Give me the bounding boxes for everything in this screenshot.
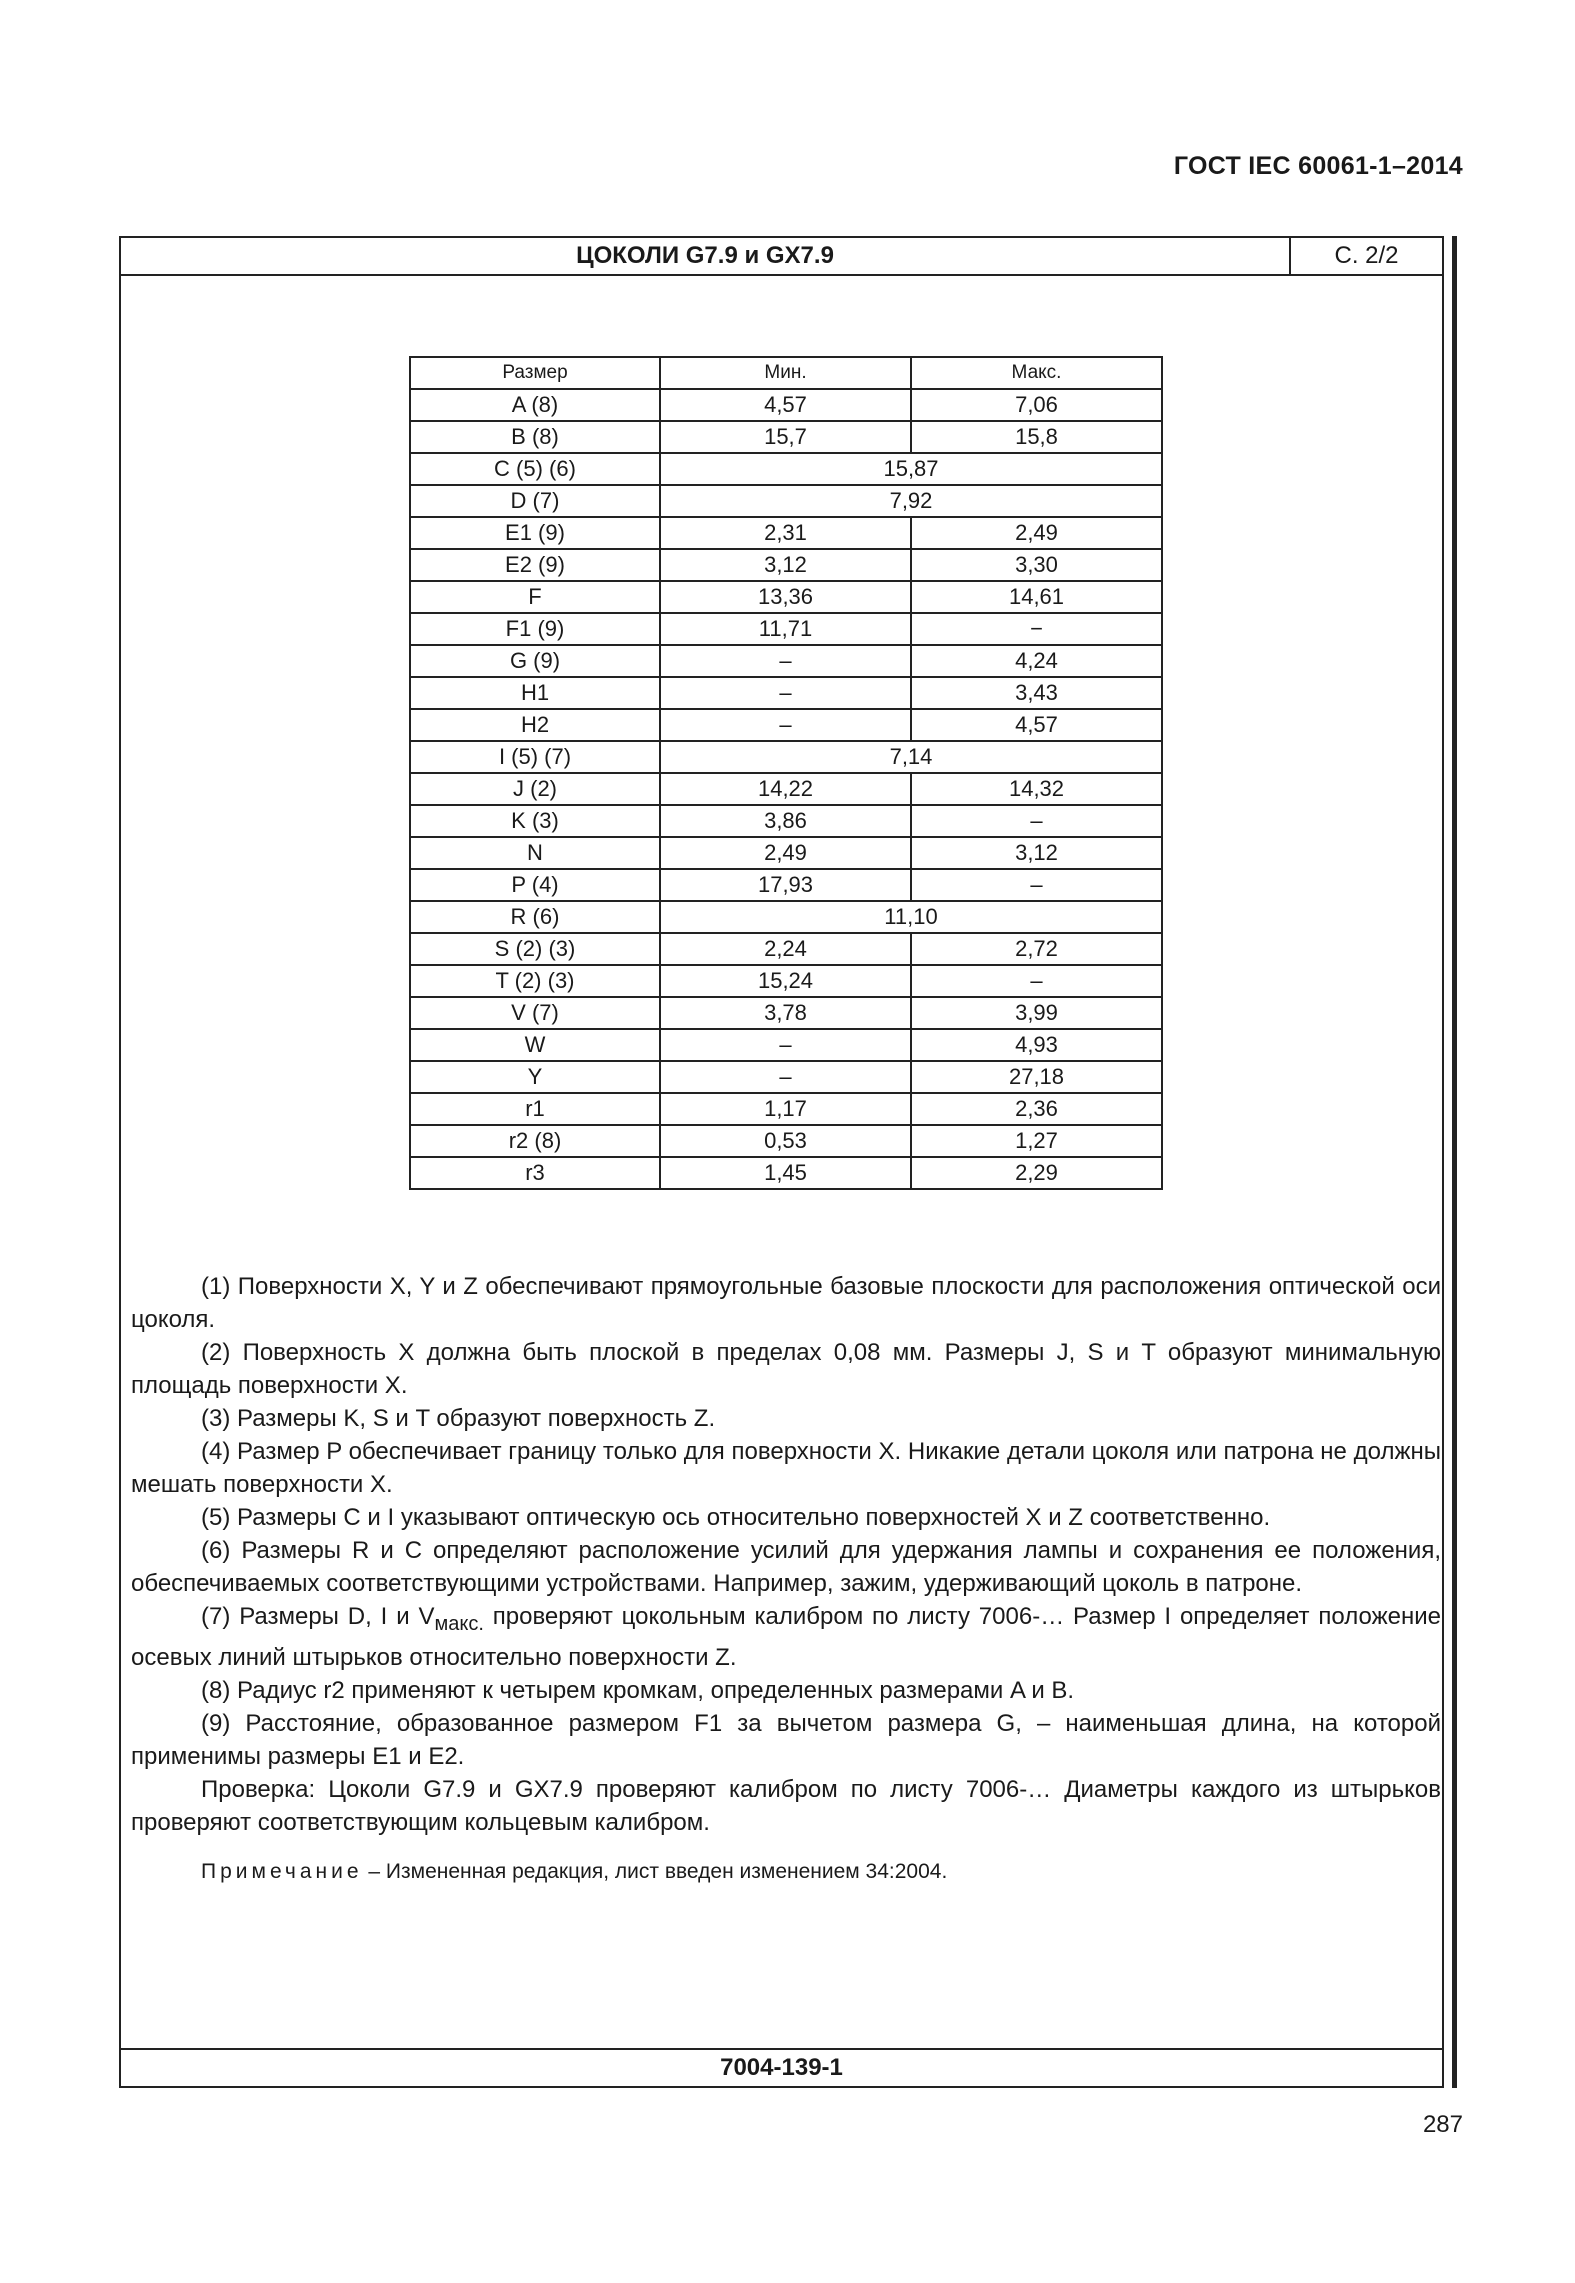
cell-size: D (7) bbox=[410, 485, 660, 517]
dimensions-table bbox=[409, 356, 1163, 1190]
cell-max: 3,43 bbox=[911, 677, 1162, 709]
cell-min: 3,86 bbox=[660, 805, 911, 837]
cell-min: 13,36 bbox=[660, 581, 911, 613]
cell-size: J (2) bbox=[410, 773, 660, 805]
cell-size: N bbox=[410, 837, 660, 869]
note-8: (8) Радиус r2 применяют к четырем кромкам, определенных размерами A и B. bbox=[201, 1676, 1075, 1704]
table-row bbox=[410, 837, 1162, 869]
remark-text: – Измененная редакция, лист введен изменением 34:2004. bbox=[362, 1859, 948, 1883]
note-7-end: проверяют цокольным калибром по листу 7006-… Размер I определяет положение осевых линий штырьков относительно поверхности Z. bbox=[131, 1603, 1441, 1671]
sheet-frame bbox=[119, 236, 1444, 2088]
cell-max: 7,06 bbox=[911, 389, 1162, 421]
cell-size: I (5) (7) bbox=[410, 741, 660, 773]
cell-min: 0,53 bbox=[660, 1125, 911, 1157]
cell-max: − bbox=[911, 613, 1162, 645]
cell-min: – bbox=[660, 677, 911, 709]
cell-max: 1,27 bbox=[911, 1125, 1162, 1157]
cell-max: 4,24 bbox=[911, 645, 1162, 677]
table-row bbox=[410, 389, 1162, 421]
table-header-row bbox=[410, 357, 1162, 389]
table-row bbox=[410, 997, 1162, 1029]
cell-size: P (4) bbox=[410, 869, 660, 901]
table-row bbox=[410, 1093, 1162, 1125]
table-row bbox=[410, 1125, 1162, 1157]
standard-header: ГОСТ IEC 60061-1–2014 bbox=[1173, 152, 1463, 180]
cell-min: 15,24 bbox=[660, 965, 911, 997]
note-4: (4) Размер P обеспечивает границу только для поверхности X. Никакие детали цоколя или патрона не должны мешать поверхности X. bbox=[131, 1438, 1441, 1498]
cell-min: 4,57 bbox=[660, 389, 911, 421]
note-3: (3) Размеры K, S и T образуют поверхность Z. bbox=[201, 1405, 716, 1432]
check-note: Проверка: Цоколи G7.9 и GX7.9 проверяют калибром по листу 7006-… Диаметры каждого из штырьков проверяют соответствующим кольцевым калибром. bbox=[131, 1775, 1441, 1836]
cell-max: 4,57 bbox=[911, 709, 1162, 741]
cell-size: K (3) bbox=[410, 805, 660, 837]
column-header-min: Мин. bbox=[660, 357, 911, 389]
cell-size: E1 (9) bbox=[410, 517, 660, 549]
cell-size: T (2) (3) bbox=[410, 965, 660, 997]
notes-section bbox=[131, 1270, 1441, 1888]
cell-size: W bbox=[410, 1029, 660, 1061]
cell-max: 4,93 bbox=[911, 1029, 1162, 1061]
table-row bbox=[410, 709, 1162, 741]
page-number: 287 bbox=[1422, 2111, 1463, 2138]
table-row bbox=[410, 517, 1162, 549]
cell-size: r1 bbox=[410, 1093, 660, 1125]
table-row bbox=[410, 549, 1162, 581]
table-row bbox=[410, 1157, 1162, 1189]
note-2: (2) Поверхность X должна быть плоской в пределах 0,08 мм. Размеры J, S и T образуют минимальную площадь поверхности X. bbox=[131, 1339, 1441, 1399]
note-5: (5) Размеры C и I указывают оптическую ось относительно поверхностей X и Z соответственно. bbox=[201, 1504, 1271, 1531]
table-row bbox=[410, 869, 1162, 901]
table-row bbox=[410, 421, 1162, 453]
note-6: (6) Размеры R и C определяют расположение усилий для удержания лампы и сохранения ее положения, обеспечиваемых соответствующими устройствами. Например, зажим, удерживающий цоколь в патроне. bbox=[131, 1537, 1441, 1597]
cell-min: 15,7 bbox=[660, 421, 911, 453]
table-row bbox=[410, 901, 1162, 933]
cell-size: V (7) bbox=[410, 997, 660, 1029]
cell-size: r2 (8) bbox=[410, 1125, 660, 1157]
cell-value: 15,87 bbox=[660, 453, 1162, 485]
cell-min: 2,49 bbox=[660, 837, 911, 869]
cell-size: B (8) bbox=[410, 421, 660, 453]
cell-min: 17,93 bbox=[660, 869, 911, 901]
sheet-title: ЦОКОЛИ G7.9 и GX7.9 bbox=[121, 238, 1291, 274]
table-body bbox=[410, 389, 1162, 1189]
cell-size: r3 bbox=[410, 1157, 660, 1189]
cell-min: – bbox=[660, 1029, 911, 1061]
cell-size: C (5) (6) bbox=[410, 453, 660, 485]
note-7-subscript: макс. bbox=[434, 1612, 484, 1635]
cell-value: 7,92 bbox=[660, 485, 1162, 517]
cell-size: A (8) bbox=[410, 389, 660, 421]
cell-max: 27,18 bbox=[911, 1061, 1162, 1093]
table-row bbox=[410, 933, 1162, 965]
table-row bbox=[410, 645, 1162, 677]
table-row bbox=[410, 1029, 1162, 1061]
table-row bbox=[410, 581, 1162, 613]
cell-min: – bbox=[660, 645, 911, 677]
cell-min: 1,45 bbox=[660, 1157, 911, 1189]
note-1: (1) Поверхности X, Y и Z обеспечивают прямоугольные базовые плоскости для расположения оптической оси цоколя. bbox=[131, 1273, 1441, 1333]
frame-right-bar bbox=[1452, 236, 1457, 2088]
cell-size: Y bbox=[410, 1061, 660, 1093]
note-7-start: (7) Размеры D, I и V bbox=[201, 1603, 435, 1630]
cell-max: 2,72 bbox=[911, 933, 1162, 965]
column-header-max: Макс. bbox=[911, 357, 1162, 389]
cell-max: – bbox=[911, 805, 1162, 837]
cell-min: 1,17 bbox=[660, 1093, 911, 1125]
cell-max: 14,61 bbox=[911, 581, 1162, 613]
cell-max: 3,12 bbox=[911, 837, 1162, 869]
cell-size: R (6) bbox=[410, 901, 660, 933]
table-row bbox=[410, 453, 1162, 485]
cell-max: 3,30 bbox=[911, 549, 1162, 581]
table-row bbox=[410, 965, 1162, 997]
cell-max: – bbox=[911, 965, 1162, 997]
sheet-footer-code: 7004-139-1 bbox=[121, 2048, 1442, 2086]
table-row bbox=[410, 805, 1162, 837]
cell-size: S (2) (3) bbox=[410, 933, 660, 965]
sheet-title-row bbox=[121, 238, 1442, 276]
cell-value: 7,14 bbox=[660, 741, 1162, 773]
table-row bbox=[410, 613, 1162, 645]
cell-min: 3,12 bbox=[660, 549, 911, 581]
cell-min: 2,24 bbox=[660, 933, 911, 965]
note-9: (9) Расстояние, образованное размером F1 за вычетом размера G, – наименьшая длина, на которой применимы размеры E1 и E2. bbox=[131, 1709, 1441, 1770]
cell-max: 2,29 bbox=[911, 1157, 1162, 1189]
table-row bbox=[410, 773, 1162, 805]
cell-max: 2,36 bbox=[911, 1093, 1162, 1125]
cell-min: 14,22 bbox=[660, 773, 911, 805]
column-header-size: Размер bbox=[410, 357, 660, 389]
cell-max: 2,49 bbox=[911, 517, 1162, 549]
cell-size: H2 bbox=[410, 709, 660, 741]
cell-max: 14,32 bbox=[911, 773, 1162, 805]
cell-min: 2,31 bbox=[660, 517, 911, 549]
cell-size: F bbox=[410, 581, 660, 613]
table-row bbox=[410, 485, 1162, 517]
sheet-page-ref: С. 2/2 bbox=[1334, 242, 1399, 269]
cell-max: 15,8 bbox=[911, 421, 1162, 453]
cell-min: 3,78 bbox=[660, 997, 911, 1029]
remark-label: Примечание bbox=[201, 1859, 363, 1883]
cell-size: E2 (9) bbox=[410, 549, 660, 581]
cell-size: F1 (9) bbox=[410, 613, 660, 645]
table-row bbox=[410, 1061, 1162, 1093]
cell-max: 3,99 bbox=[911, 997, 1162, 1029]
cell-max: – bbox=[911, 869, 1162, 901]
cell-min: 11,71 bbox=[660, 613, 911, 645]
remark bbox=[131, 1855, 1441, 1888]
cell-min: – bbox=[660, 709, 911, 741]
cell-value: 11,10 bbox=[660, 901, 1162, 933]
table-row bbox=[410, 677, 1162, 709]
table-row bbox=[410, 741, 1162, 773]
cell-min: – bbox=[660, 1061, 911, 1093]
cell-size: H1 bbox=[410, 677, 660, 709]
cell-size: G (9) bbox=[410, 645, 660, 677]
note-7 bbox=[131, 1600, 1441, 1674]
